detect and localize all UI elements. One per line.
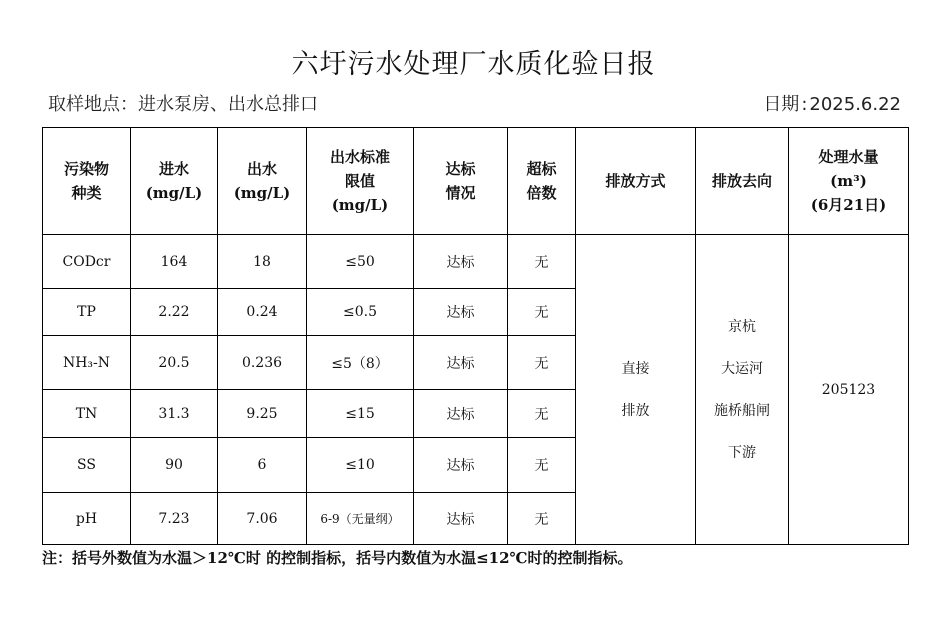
report-title: 六圩污水处理厂水质化验日报 [291, 49, 656, 80]
discharge-destination: 京杭 大运河 施桥船闸 下游 [696, 235, 789, 545]
standard-limit-value: ≤5（8） [307, 336, 414, 390]
compliance-status: 达标 [414, 289, 508, 336]
date-label: 日期 [763, 94, 800, 115]
header-effluent: 出水 (mg/L) [218, 128, 307, 235]
header-standard-limit: 出水标准 限值 (mg/L) [307, 128, 414, 235]
exceed-multiple: 无 [508, 336, 576, 390]
header-pollutant: 污染物 种类 [43, 128, 131, 235]
report-date [763, 90, 901, 116]
exceed-multiple: 无 [508, 235, 576, 289]
effluent-value: 0.236 [218, 336, 307, 390]
compliance-status: 达标 [414, 390, 508, 438]
date-separator: : [801, 94, 808, 115]
standard-limit-value: ≤10 [307, 438, 414, 493]
compliance-status: 达标 [414, 235, 508, 289]
pollutant-name: pH [43, 493, 131, 545]
effluent-value: 18 [218, 235, 307, 289]
standard-limit-value: 6-9（无量纲） [307, 493, 414, 545]
compliance-status: 达标 [414, 493, 508, 545]
exceed-multiple: 无 [508, 390, 576, 438]
effluent-value: 0.24 [218, 289, 307, 336]
compliance-status: 达标 [414, 438, 508, 493]
influent-value: 7.23 [131, 493, 218, 545]
header-exceed-multiple: 超标 倍数 [508, 128, 576, 235]
standard-limit-value: ≤0.5 [307, 289, 414, 336]
exceed-multiple: 无 [508, 289, 576, 336]
influent-value: 20.5 [131, 336, 218, 390]
effluent-value: 6 [218, 438, 307, 493]
exceed-multiple: 无 [508, 493, 576, 545]
table-row [43, 235, 909, 289]
date-value: 2025.6.22 [809, 94, 901, 115]
table-header-row [43, 128, 909, 235]
compliance-status: 达标 [414, 336, 508, 390]
header-compliance-status: 达标 情况 [414, 128, 508, 235]
effluent-value: 7.06 [218, 493, 307, 545]
pollutant-name: TP [43, 289, 131, 336]
footnote: 注：括号外数值为水温＞12℃时 的控制指标，括号内数值为水温≤12℃时的控制指标。 [42, 549, 633, 567]
pollutant-name: SS [43, 438, 131, 493]
influent-value: 2.22 [131, 289, 218, 336]
water-quality-table [42, 127, 909, 545]
effluent-value: 9.25 [218, 390, 307, 438]
standard-limit-value: ≤50 [307, 235, 414, 289]
pollutant-name: TN [43, 390, 131, 438]
sampling-location: 取样地点：进水泵房、出水总排口 [48, 94, 318, 115]
pollutant-name: NH₃-N [43, 336, 131, 390]
header-treated-volume: 处理水量 (m³) (6月21日) [789, 128, 909, 235]
treated-volume-value: 205123 [789, 235, 909, 545]
exceed-multiple: 无 [508, 438, 576, 493]
pollutant-name: CODcr [43, 235, 131, 289]
influent-value: 90 [131, 438, 218, 493]
influent-value: 31.3 [131, 390, 218, 438]
header-influent: 进水 (mg/L) [131, 128, 218, 235]
header-discharge-method: 排放方式 [576, 128, 696, 235]
standard-limit-value: ≤15 [307, 390, 414, 438]
discharge-method: 直接 排放 [576, 235, 696, 545]
influent-value: 164 [131, 235, 218, 289]
header-discharge-destination: 排放去向 [696, 128, 789, 235]
